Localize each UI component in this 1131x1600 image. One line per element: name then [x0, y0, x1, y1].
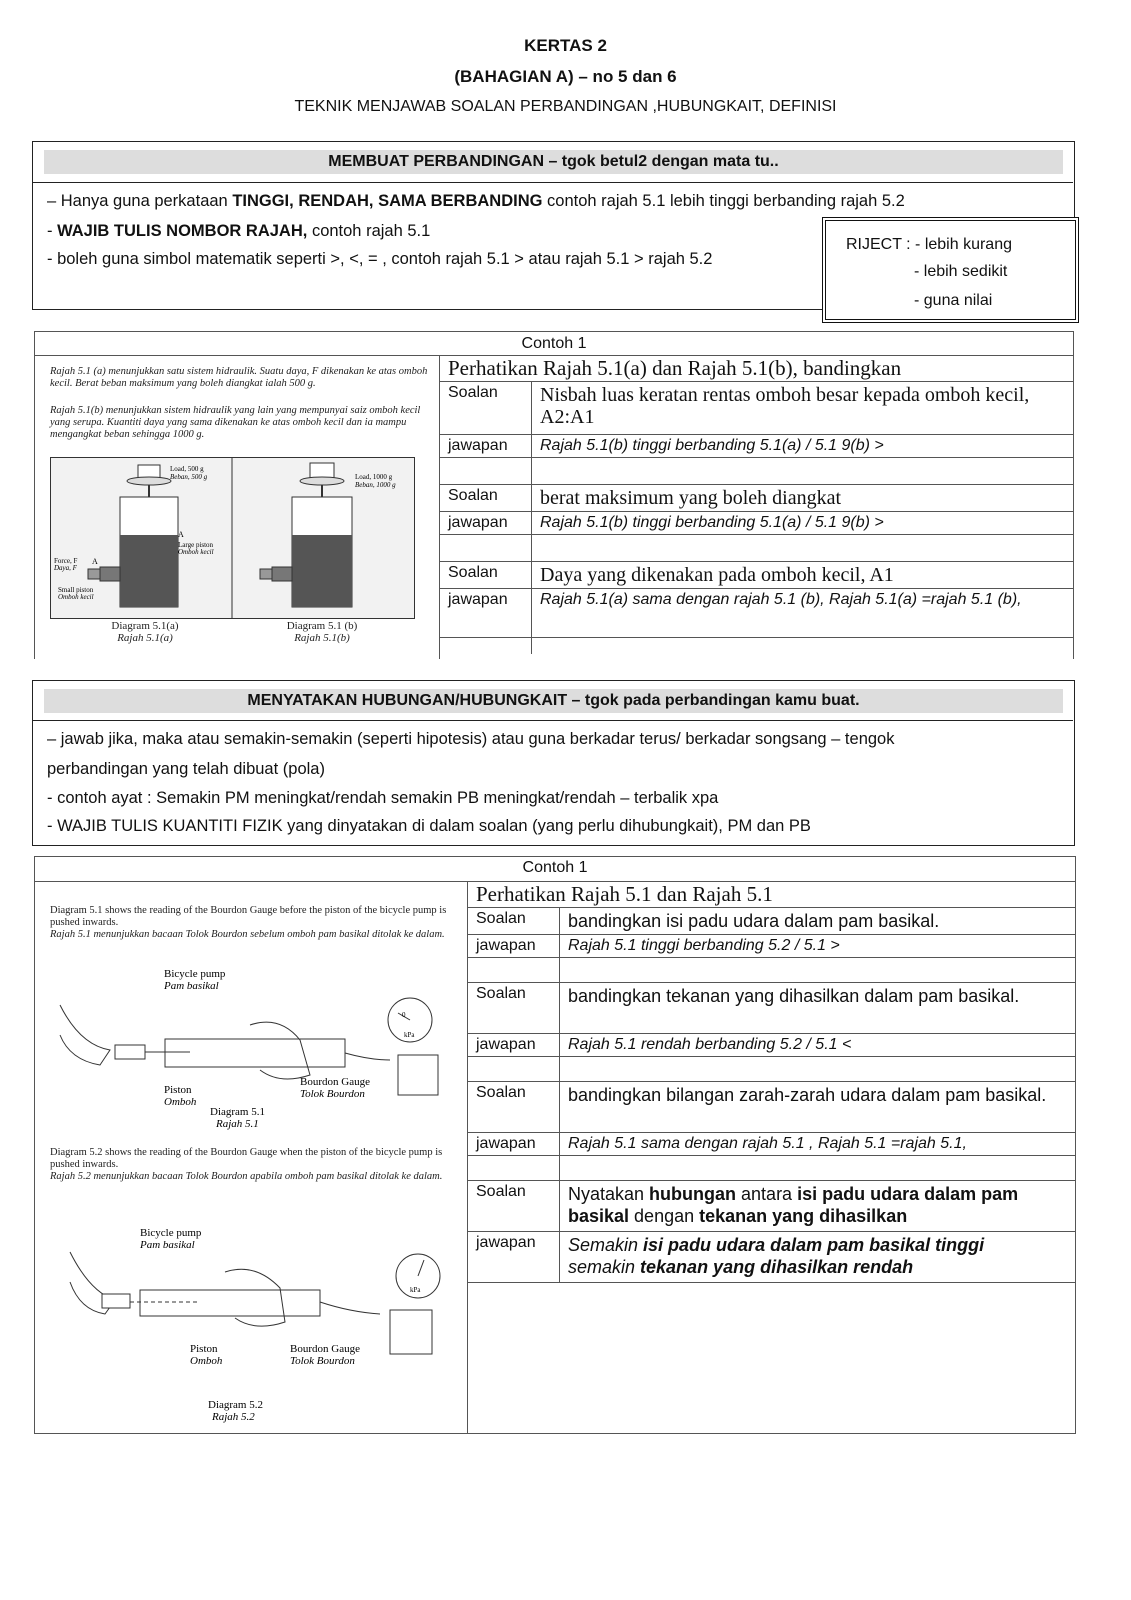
answer-cell: Rajah 5.1(b) tinggi berbanding 5.1(a) / 5.1 9(b) > — [532, 512, 1074, 535]
svg-text:Omboh: Omboh — [190, 1355, 223, 1367]
svg-text:Beban, 1000 g: Beban, 1000 g — [355, 481, 396, 489]
svg-text:Tolok Bourdon: Tolok Bourdon — [300, 1088, 365, 1100]
load-a-label: Load, 500 g — [170, 465, 204, 473]
svg-text:Piston: Piston — [190, 1343, 218, 1355]
example1-title: Contoh 1 — [521, 335, 587, 352]
example2-question-table: Perhatikan Rajah 5.1 dan Rajah 5.1 Soalan bandingkan isi padu udara dalam pam basikal. jawapan Rajah 5.1 tinggi berbanding 5.2 / 5.1 > Soalan bandingkan tekanan yang dihasilkan dalam pam basikal. jawapan Rajah 5.1 rendah berbanding 5.2 / 5.1 < Soalan bandingkan bilangan zarah-zarah udara dalam pam basikal. jawapan Rajah 5.1 sama dengan rajah 5.1 , Rajah 5.1 =rajah 5.1, Soalan Nyatakan hubungan antara isi padu udara dalam pam basikal dengan tekanan yang dihasilkan jawapan Semakin isi padu udara dalam pam basikal tinggi semakin tekanan yang dihasilkan rendah — [467, 881, 1076, 1283]
svg-text:A: A — [92, 557, 98, 566]
svg-text:Bicycle pump: Bicycle pump — [164, 968, 226, 980]
bicycle-pump-diagram-2 — [40, 1222, 460, 1427]
hydraulic-diagram — [50, 457, 415, 619]
relationship-rule-4: - WAJIB TULIS KUANTITI FIZIK yang dinyatakan di dalam soalan (yang perlu dihubungkait), PM dan PB — [47, 817, 811, 835]
comparison-rule-3: - boleh guna simbol matematik seperti >, <, = , contoh rajah 5.1 > atau rajah 5.1 > rajah 5.2 — [47, 250, 713, 268]
svg-text:Pam basikal: Pam basikal — [164, 980, 219, 992]
answer-cell: Rajah 5.1 sama dengan rajah 5.1 , Rajah 5.1 =rajah 5.1, — [560, 1133, 1076, 1156]
page-subtitle: (BAHAGIAN A) – no 5 dan 6 — [454, 67, 677, 86]
bicycle-pump-diagram-1 — [40, 965, 460, 1135]
svg-text:Beban, 500 g: Beban, 500 g — [170, 473, 208, 481]
force-label: Force, F — [54, 557, 78, 565]
svg-text:Omboh: Omboh — [164, 1096, 197, 1108]
figure1-description-a: Rajah 5.1 (a) menunjukkan satu sistem hidraulik. Suatu daya, F dikenakan ke atas omboh kecil. Berat beban maksimum yang boleh diangkat ialah 500 g. — [50, 366, 428, 389]
large-piston-label: Large piston — [178, 541, 214, 549]
svg-text:kPa: kPa — [404, 1031, 415, 1039]
small-piston-label: Small piston — [58, 586, 94, 594]
relationship-heading: MENYATAKAN HUBUNGAN/HUBUNGKAIT – tgok pada perbandingan kamu buat. — [44, 689, 1063, 713]
comparison-heading: MEMBUAT PERBANDINGAN – tgok betul2 dengan mata tu.. — [44, 150, 1063, 174]
svg-text:Omboh kecil: Omboh kecil — [58, 593, 94, 601]
svg-text:Bicycle pump: Bicycle pump — [140, 1227, 202, 1239]
question-cell: Daya yang dikenakan pada omboh kecil, A1 — [532, 562, 1074, 589]
relationship-question-cell: Nyatakan hubungan antara isi padu udara dalam pam basikal dengan tekanan yang dihasilkan — [560, 1181, 1076, 1232]
svg-text:A: A — [178, 530, 184, 539]
svg-text:Rajah 5.1: Rajah 5.1 — [216, 1118, 259, 1130]
svg-text:Bourdon Gauge: Bourdon Gauge — [290, 1343, 360, 1355]
question-cell: bandingkan isi padu udara dalam pam basikal. — [560, 908, 1076, 935]
svg-text:Daya, F: Daya, F — [54, 564, 77, 572]
svg-text:Diagram 5.1: Diagram 5.1 — [210, 1106, 265, 1118]
diagram-5-1a-caption: Diagram 5.1(a) Rajah 5.1(a) — [111, 620, 179, 644]
svg-text:Diagram 5.2: Diagram 5.2 — [208, 1399, 263, 1411]
question-cell: berat maksimum yang boleh diangkat — [532, 485, 1074, 512]
pump-description-2: Diagram 5.2 shows the reading of the Bourdon Gauge when the piston of the bicycle pump is pushed inwards. Rajah 5.2 menunjukkan bacaan Tolok Bourdon apabila omboh pam basikal ditolak ke dalam. — [50, 1147, 443, 1182]
relationship-rule-2: perbandingan yang telah dibuat (pola) — [47, 760, 325, 778]
answer-cell: Rajah 5.1(a) sama dengan rajah 5.1 (b), Rajah 5.1(a) =rajah 5.1 (b), — [532, 589, 1074, 638]
example1-heading: Perhatikan Rajah 5.1(a) dan Rajah 5.1(b), bandingkan — [440, 356, 1074, 382]
diagram-5-1b-caption: Diagram 5.1 (b) Rajah 5.1(b) — [286, 620, 358, 644]
comparison-rule-2: - WAJIB TULIS NOMBOR RAJAH, contoh rajah 5.1 — [47, 222, 431, 240]
example2-heading: Perhatikan Rajah 5.1 dan Rajah 5.1 — [468, 882, 1076, 908]
relationship-rule-1: – jawab jika, maka atau semakin-semakin (seperti hipotesis) atau guna berkadar terus/ berkadar songsang – tengok — [47, 730, 895, 748]
page-title: KERTAS 2 — [524, 36, 607, 55]
load-b-label: Load, 1000 g — [355, 473, 393, 481]
example2-title: Contoh 1 — [522, 859, 588, 876]
question-cell: Nisbah luas keratan rentas omboh besar kepada omboh kecil, A2:A1 — [532, 382, 1074, 435]
svg-text:Omboh kecil: Omboh kecil — [178, 548, 214, 556]
answer-cell: Rajah 5.1 tinggi berbanding 5.2 / 5.1 > — [560, 935, 1076, 958]
comparison-rule-1: – Hanya guna perkataan TINGGI, RENDAH, SAMA BERBANDING contoh rajah 5.1 lebih tinggi berbanding rajah 5.2 — [47, 192, 905, 210]
answer-cell: Rajah 5.1(b) tinggi berbanding 5.1(a) / 5.1 9(b) > — [532, 435, 1074, 458]
svg-text:Piston: Piston — [164, 1084, 192, 1096]
svg-text:kPa: kPa — [410, 1286, 421, 1294]
question-cell: bandingkan tekanan yang dihasilkan dalam pam basikal. — [560, 983, 1076, 1034]
question-cell: bandingkan bilangan zarah-zarah udara dalam pam basikal. — [560, 1082, 1076, 1133]
answer-cell: Rajah 5.1 rendah berbanding 5.2 / 5.1 < — [560, 1034, 1076, 1057]
page-topic: TEKNIK MENJAWAB SOALAN PERBANDINGAN ,HUBUNGKAIT, DEFINISI — [294, 98, 837, 115]
figure1-description-b: Rajah 5.1(b) menunjukkan sistem hidraulik yang lain yang mempunyai saiz omboh kecil yang serupa. Kuantiti daya yang sama dikenakan ke atas omboh kecil dan ia mampu mengangkat beban sehingga 1000 g. — [50, 405, 421, 440]
reject-box: RIJECT : - lebih kurang - lebih sedikit - guna nilai — [822, 217, 1079, 323]
relationship-box — [32, 680, 1075, 846]
svg-text:Bourdon Gauge: Bourdon Gauge — [300, 1076, 370, 1088]
relationship-answer-cell: Semakin isi padu udara dalam pam basikal tinggi semakin tekanan yang dihasilkan rendah — [560, 1232, 1076, 1283]
svg-text:Pam basikal: Pam basikal — [140, 1239, 195, 1251]
svg-text:Tolok Bourdon: Tolok Bourdon — [290, 1355, 355, 1367]
svg-text:Rajah 5.2: Rajah 5.2 — [212, 1411, 255, 1423]
relationship-rule-3: - contoh ayat : Semakin PM meningkat/rendah semakin PB meningkat/rendah – terbalik xpa — [47, 789, 719, 807]
example1-question-table: Perhatikan Rajah 5.1(a) dan Rajah 5.1(b), bandingkan Soalan Nisbah luas keratan rentas omboh besar kepada omboh kecil, A2:A1 jawapan Rajah 5.1(b) tinggi berbanding 5.1(a) / 5.1 9(b) > Soalan berat maksimum yang boleh diangkat jawapan Rajah 5.1(b) tinggi berbanding 5.1(a) / 5.1 9(b) > Soalan Daya yang dikenakan pada omboh kecil, A1 jawapan Rajah 5.1(a) sama dengan rajah 5.1 (b), Rajah 5.1(a) =rajah 5.1 (b), — [439, 355, 1074, 654]
pump-description-1: Diagram 5.1 shows the reading of the Bourdon Gauge before the piston of the bicycle pump is pushed inwards. Rajah 5.1 menunjukkan bacaan Tolok Bourdon sebelum omboh pam basikal ditolak ke dalam. — [50, 905, 447, 940]
svg-text:0: 0 — [402, 1011, 406, 1019]
